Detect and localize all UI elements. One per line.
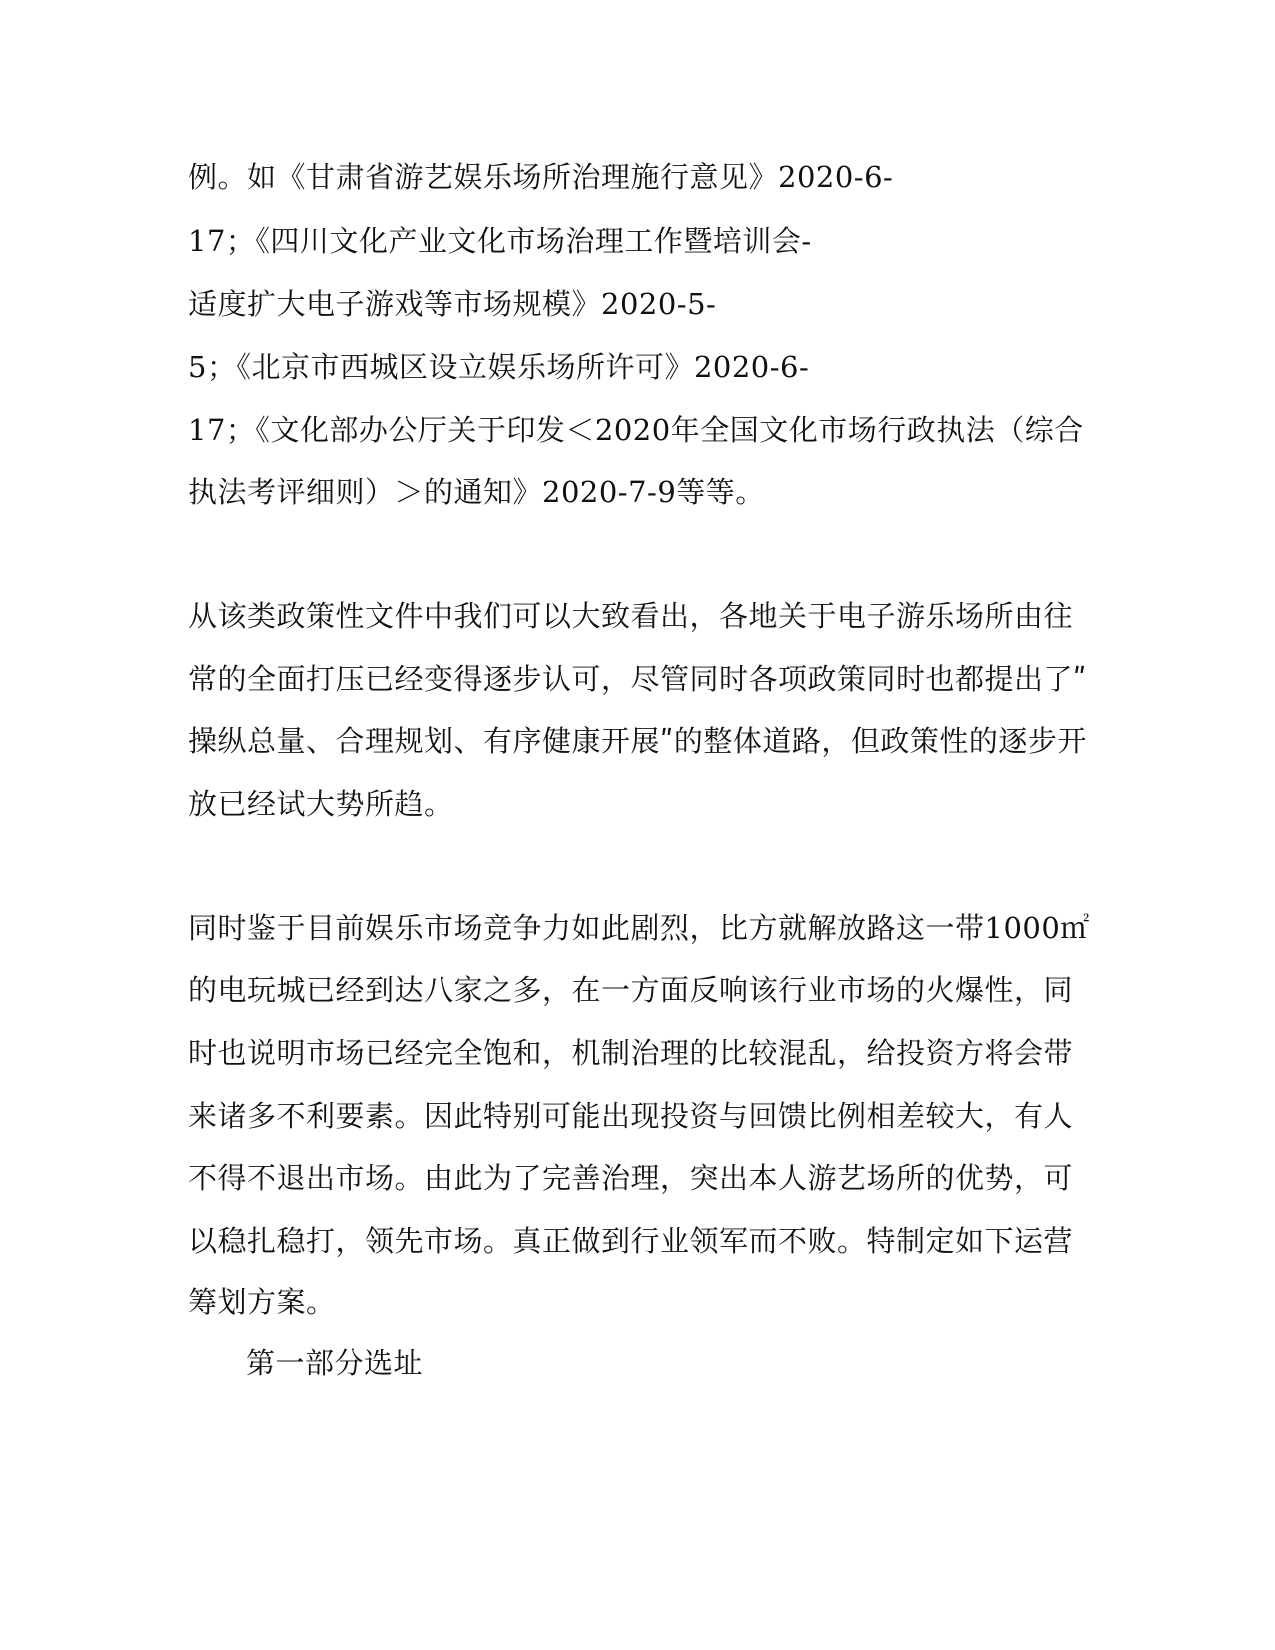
paragraph-1-line-1: 例。如《甘肃省游艺娱乐场所治理施行意见》2020-6- [188, 160, 894, 194]
paragraph-1-line-2: 17；《四川文化产业文化市场治理工作暨培训会- [188, 224, 812, 258]
paragraph-2-line-2: 常的全面打压已经变得逐步认可，尽管同时各项政策同时也都提出了ʺ [188, 662, 1087, 696]
paragraph-1-line-5: 17；《文化部办公厅关于印发＜2020年全国文化市场行政执法（综合 [188, 413, 1084, 447]
paragraph-3-line-3: 时也说明市场已经完全饱和，机制治理的比较混乱，给投资方将会带 [188, 1036, 1074, 1070]
paragraph-2-line-1: 从该类政策性文件中我们可以大致看出，各地关于电子游乐场所由往 [188, 599, 1074, 633]
section-heading: 第一部分选址 [246, 1346, 424, 1380]
paragraph-3-line-5: 不得不退出市场。由此为了完善治理，突出本人游艺场所的优势，可 [188, 1161, 1074, 1195]
paragraph-2-line-3: 操纵总量、合理规划、有序健康开展ʺ的整体道路，但政策性的逐步开 [188, 724, 1087, 758]
paragraph-1-line-3: 适度扩大电子游戏等市场规模》2020-5- [188, 287, 717, 321]
paragraph-3-line-1: 同时鉴于目前娱乐市场竞争力如此剧烈，比方就解放路这一带1000㎡ [188, 911, 1090, 945]
paragraph-1-line-4: 5；《北京市西城区设立娱乐场所许可》2020-6- [188, 350, 810, 384]
paragraph-3-line-4: 来诸多不利要素。因此特别可能出现投资与回馈比例相差较大，有人 [188, 1099, 1074, 1133]
paragraph-2-line-4: 放已经试大势所趋。 [188, 787, 454, 821]
paragraph-3-line-2: 的电玩城已经到达八家之多，在一方面反响该行业市场的火爆性，同 [188, 973, 1074, 1007]
paragraph-3-line-6: 以稳扎稳打，领先市场。真正做到行业领军而不败。特制定如下运营 [188, 1224, 1074, 1258]
paragraph-3-line-7: 筹划方案。 [188, 1285, 336, 1319]
paragraph-1-line-6: 执法考评细则）＞的通知》2020-7-9等等。 [188, 475, 765, 509]
